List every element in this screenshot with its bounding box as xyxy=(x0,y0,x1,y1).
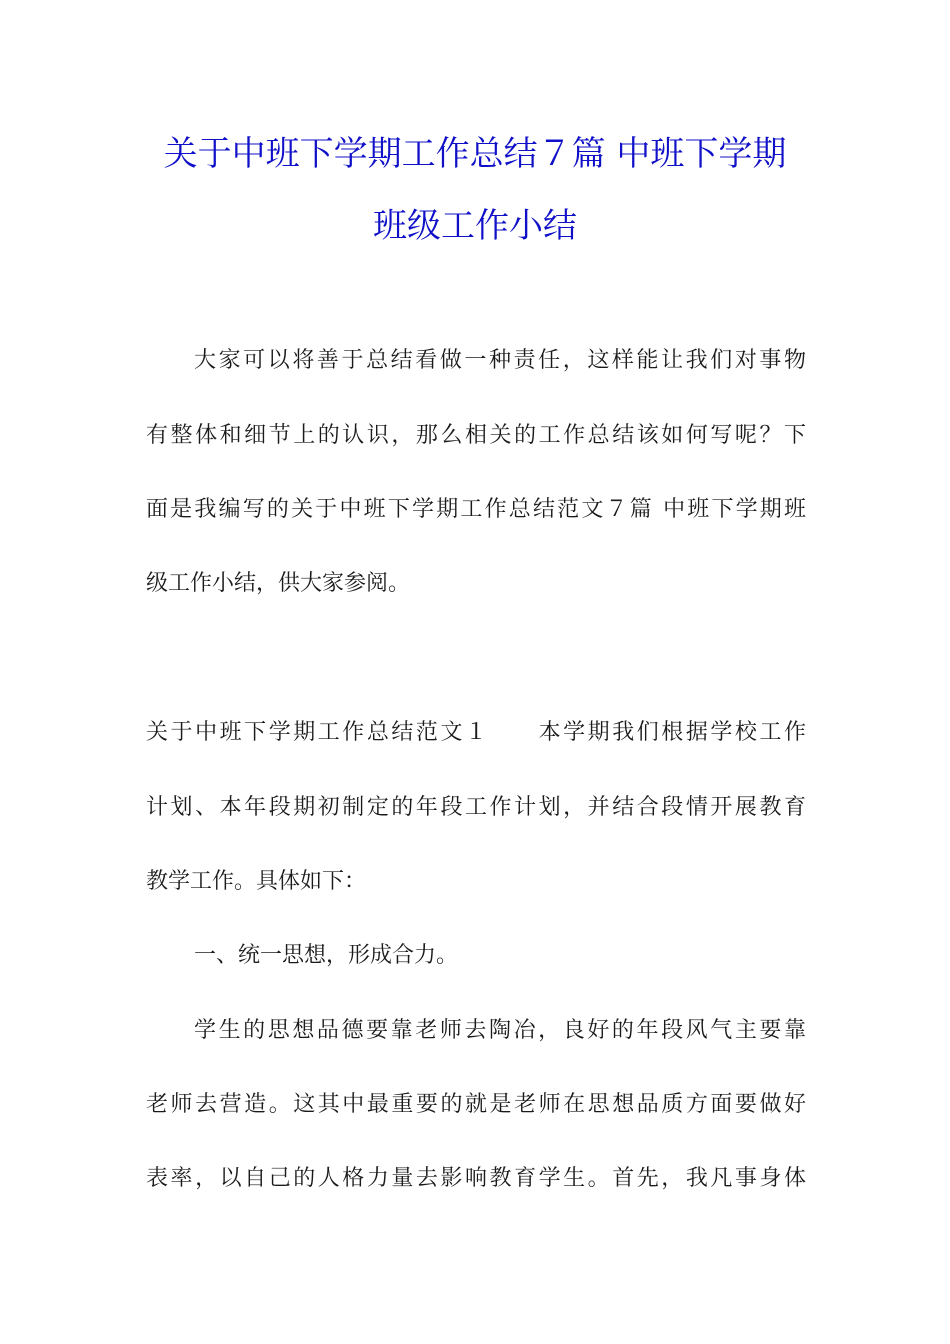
document-title-line-1: 关于中班下学期工作总结７篇 中班下学期 xyxy=(163,134,787,174)
paragraph2-line-2: 老师去营造。这其中最重要的就是老师在思想品质方面要做好 xyxy=(146,1092,806,1117)
section-heading-1: 一、统一思想，形成合力。 xyxy=(194,943,459,968)
section1-line-2: 计划、本年段期初制定的年段工作计划，并结合段情开展教育 xyxy=(146,795,806,820)
intro-line-1: 大家可以将善于总结看做一种责任，这样能让我们对事物 xyxy=(194,348,806,373)
intro-line-3: 面是我编写的关于中班下学期工作总结范文７篇 中班下学期班 xyxy=(146,497,806,522)
document-title-line-2: 班级工作小结 xyxy=(373,206,577,246)
section1-line-1: 关于中班下学期工作总结范文１ 本学期我们根据学校工作 xyxy=(146,720,806,745)
paragraph2-line-1: 学生的思想品德要靠老师去陶冶，良好的年段风气主要靠 xyxy=(194,1018,806,1043)
intro-line-2: 有整体和细节上的认识，那么相关的工作总结该如何写呢？下 xyxy=(146,423,806,448)
section1-line-3: 教学工作。具体如下： xyxy=(146,869,367,894)
intro-line-4: 级工作小结，供大家参阅。 xyxy=(146,571,411,596)
paragraph2-line-3: 表率，以自己的人格力量去影响教育学生。首先，我凡事身体 xyxy=(146,1166,806,1191)
